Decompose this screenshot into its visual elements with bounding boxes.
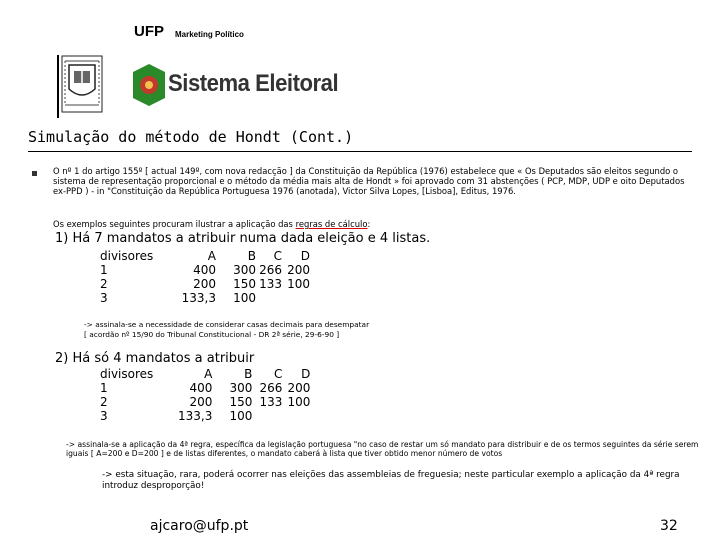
col-divisores: divisores [100,249,154,263]
col-d: D [300,249,310,263]
cell: 266 [259,381,283,395]
col-a: A [204,367,213,381]
page-number: 32 [660,518,678,534]
university-crest-logo [61,55,103,113]
col-c: C [273,249,282,263]
table-row [100,277,310,291]
green-emblem-logo [131,62,167,108]
example2-heading: 2) Há só 4 mandatos a atribuir [55,351,255,366]
note-line: -> assinala-se a necessidade de considerar casas decimais para desempatar [84,320,370,329]
cell: 200 [193,277,216,291]
cell: 300 [233,263,256,277]
table-row [100,291,310,305]
cell: 100 [229,409,253,423]
cell: 1 [100,381,108,395]
note-line: [ acordão nº 15/90 do Tribunal Constitucional - DR 2ª série, 29-6-90 ] [84,330,340,339]
footer-email: ajcaro@ufp.pt [150,518,249,534]
cell: 133,3 [178,409,213,423]
cell: 133 [259,395,283,409]
col-b: B [244,367,253,381]
table-row [100,381,310,395]
cell: 150 [233,277,256,291]
header-brand: UFP [134,23,164,40]
table-row [100,263,310,277]
slide-title: Simulação do método de Hondt (Cont.) [28,128,354,146]
col-divisores: divisores [100,367,154,381]
cell [282,291,310,305]
cell: 266 [259,263,282,277]
cell: 3 [100,409,108,423]
example2-rule-note: -> assinala-se a aplicação da 4ª regra, específica da legislação portuguesa "no caso de restar um só mandato para distribuir e de os termos seguintes da série serem iguais [ A=200 e D=200 ] e de listas diferentes, o mandato caberá à lista que tiver obtido menor número de votos [66,440,699,458]
cell: 400 [193,263,216,277]
cell: 133,3 [181,291,216,305]
cell: 200 [287,263,310,277]
cell: 200 [189,395,213,409]
col-a: A [207,249,216,263]
example1-heading: 1) Há 7 mandatos a atribuir numa dada eleição e 4 listas. [55,231,431,246]
title-underline [28,151,692,152]
cell: 100 [287,395,311,409]
header-subtitle: Marketing Político [175,30,244,39]
cell: 400 [189,381,213,395]
examples-intro [53,219,370,229]
table-header-row [100,367,310,381]
cell [282,409,310,423]
square-bullet-icon [32,171,37,176]
cell: 1 [100,263,108,277]
cell: 100 [287,277,310,291]
intro-prefix: Os exemplos seguintes procuram ilustrar a aplicação das [53,219,296,229]
banner-title: Sistema Eleitoral [168,70,339,97]
table-header-row [100,249,310,263]
constitution-paragraph: O nº 1 do artigo 155º [ actual 149º, com nova redacção ] da Constituição da República (1976) estabelece que « Os Deputados são eleitos segundo o sistema de representação proporcional e o método da média mais alta de Hondt » foi aprovado com 31 abstenções ( PCP, MDP, UDP e oito Deputados ex-PPD ) - in "Constituição da República Portuguesa 1976 (anotada), Victor Silva Lopes, [Lisboa], Editus, 1976. [53,166,685,196]
example1-table [100,249,310,305]
cell: 3 [100,291,108,305]
cell: 150 [229,395,253,409]
cell: 133 [259,277,282,291]
cell: 2 [100,277,108,291]
cell: 100 [233,291,256,305]
rules-link[interactable]: regras de cálculo [295,219,368,229]
intro-suffix: : [367,219,371,229]
example2-rare-note: -> esta situação, rara, poderá ocorrer nas eleições das assembleias de freguesia; neste particular exemplo a aplicação da 4ª regra introduz desproporção! [102,470,680,491]
cell: 300 [229,381,253,395]
example2-table [100,367,310,423]
header-divider [57,55,59,118]
col-d: D [301,367,311,381]
cell [252,409,282,423]
cell [256,291,282,305]
col-c: C [273,367,283,381]
col-b: B [247,249,256,263]
example1-note [84,320,369,340]
table-row [100,395,310,409]
cell: 2 [100,395,108,409]
table-row [100,409,310,423]
cell: 200 [287,381,311,395]
